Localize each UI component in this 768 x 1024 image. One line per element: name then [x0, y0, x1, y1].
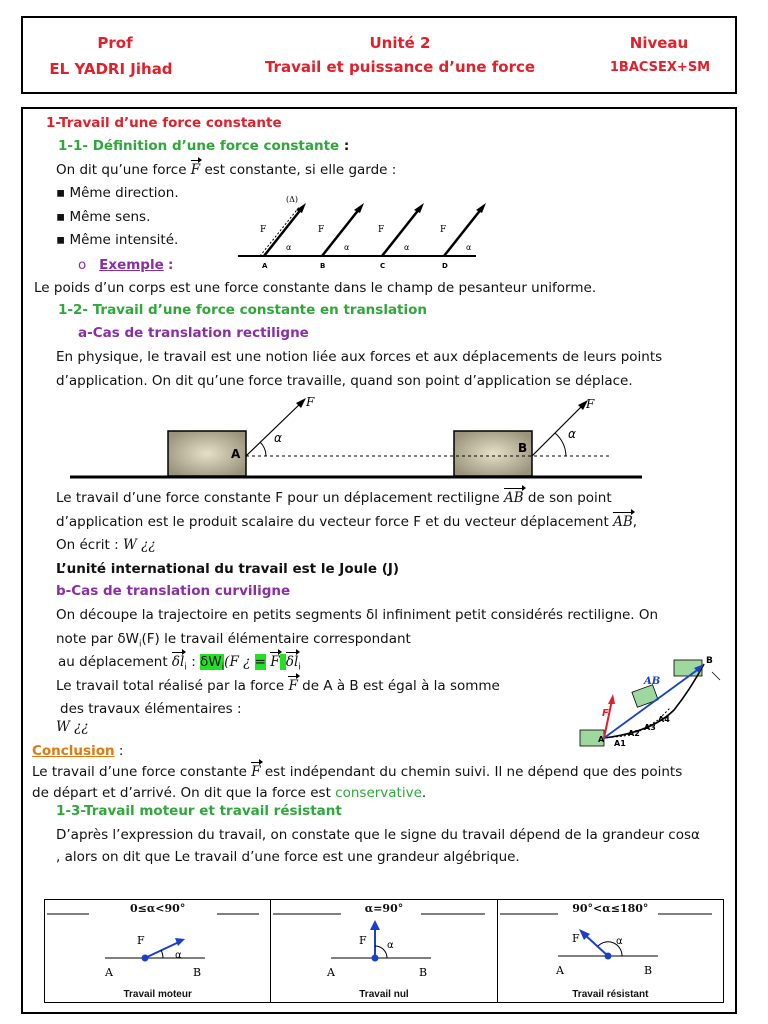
definition-line — [56, 161, 396, 179]
para-physique-2: d’application. On dit qu’une force travaille, quand son point d’application se déplace. — [56, 373, 633, 389]
fig1-point-A: A — [262, 262, 268, 270]
c3b: : — [191, 654, 196, 670]
fig2-alpha-1: α — [274, 431, 282, 445]
section-1-2-title: 1-2- Travail d’une force constante en translation — [58, 302, 428, 318]
c3-dl-vector: δl — [171, 654, 185, 670]
fig1-F-4: F — [440, 225, 447, 235]
bullet-1: ▪ Même direction. — [56, 185, 179, 201]
p3-AB-vector: AB — [503, 490, 524, 506]
fig1-alpha-4: α — [466, 243, 472, 252]
ecrit-formula: W ¿¿ — [122, 537, 156, 553]
figure-constant-force — [238, 190, 488, 272]
c4-F-vector: F — [288, 678, 298, 694]
concl-F-vector: F — [251, 764, 261, 780]
section-1-1-title — [58, 138, 349, 154]
fig1-axis-label: (Δ) — [286, 195, 299, 204]
curv-line-1: On découpe la trajectoire en petits segments δl infiniment petit considérés rectiligne. On — [56, 607, 659, 623]
concl-l2b: . — [421, 785, 427, 801]
section-1-3-title: 1-3-Travail moteur et travail résistant — [56, 803, 342, 819]
c3-sub: i — [184, 662, 187, 673]
fig1-alpha-1: α — [286, 243, 292, 252]
c3-hl-eq: = — [254, 654, 266, 670]
fig2-F-1: F — [306, 395, 315, 409]
conclusion-colon: : — [118, 743, 124, 759]
fig3-F: F — [602, 708, 609, 719]
case-nul-A: A — [327, 966, 336, 979]
concl-l1a: Le travail d’une force constante — [32, 764, 247, 780]
curv-line-5: des travaux élémentaires : — [60, 701, 242, 717]
fig3-A: A — [598, 735, 605, 744]
c3-hl-sub: i — [221, 662, 225, 673]
section-1-title: 1-Travail d’une force constante — [46, 115, 282, 131]
example-text: Le poids d’un corps est une force constante dans le champ de pesanteur uniforme. — [34, 280, 597, 296]
header-center-1: Unité 2 — [369, 34, 431, 52]
bullet-3-text: Même intensité. — [69, 232, 179, 248]
fig1-F-3: F — [378, 225, 385, 235]
case-nul — [271, 900, 497, 1003]
unit-joule: L’unité international du travail est le Joule (J) — [56, 561, 400, 577]
def-F-vector: F — [190, 162, 201, 178]
fig3-A3: A3 — [644, 723, 656, 732]
curv-line-4 — [56, 677, 500, 695]
fig3-A1: A1 — [614, 739, 626, 748]
fig1-alpha-3: α — [404, 243, 410, 252]
conclusion-line-1 — [32, 763, 682, 781]
header-box — [21, 16, 737, 94]
fig3-AB: AB — [644, 676, 661, 687]
case-resistant-A: A — [555, 964, 564, 977]
c3-hl2: (F ¿ — [224, 654, 251, 670]
p4a: d’application est le produit scalaire du vecteur force F et du vecteur déplacement — [56, 514, 609, 530]
bullet-2: ▪ Même sens. — [56, 209, 151, 225]
section-1-1-colon: : — [343, 138, 350, 154]
case-moteur — [45, 900, 271, 1003]
c3-sub-2: i — [298, 662, 301, 673]
bullet-2-text: Même sens. — [69, 209, 151, 225]
fig2-label-B: B — [518, 441, 528, 455]
fig3-A4: A4 — [658, 715, 670, 724]
p3b: de son point — [527, 490, 612, 506]
header-center-2: Travail et puissance d’une force — [264, 58, 536, 76]
s13-line-1: D’après l’expression du travail, on constate que le signe du travail dépend de la grandeur cosα — [56, 827, 700, 843]
case-resistant-B: B — [643, 964, 652, 977]
case-resistant-title: 90°<α≤180° — [572, 902, 649, 915]
para-physique-1: En physique, le travail est une notion liée aux forces et aux déplacements de leurs points — [56, 349, 663, 365]
example-label: Exemple — [99, 257, 164, 273]
para-work-2 — [56, 513, 637, 531]
example-line: o Exemple : — [78, 257, 174, 273]
case-nul-title: α=90° — [364, 902, 404, 915]
header-right-1: Niveau — [629, 34, 689, 52]
case-resistant-F: F — [571, 932, 580, 945]
case-nul-F: F — [359, 934, 367, 947]
fig3-A2: A2 — [628, 729, 640, 738]
figure-curvilinear — [572, 650, 724, 754]
case-resistant-caption: Travail résistant — [572, 989, 649, 1000]
case-moteur-F: F — [137, 934, 145, 947]
concl-l2a: de départ et d’arrivé. On dit que la force est — [32, 785, 331, 801]
fig1-arrows — [264, 203, 486, 256]
header-left-1: Prof — [97, 34, 133, 52]
conclusion-heading — [32, 742, 123, 760]
ecrit-line — [56, 536, 156, 554]
header-right-2: 1BACSEX+SM — [609, 60, 711, 75]
case-resistant — [497, 900, 723, 1003]
header-left-2: EL YADRI Jihad — [49, 60, 173, 78]
example-colon: : — [168, 257, 174, 273]
curv-line-2 — [56, 630, 411, 654]
def-pre: On dit qu’une force — [56, 162, 187, 178]
bullet-3: ▪ Même intensité. — [56, 232, 179, 248]
def-post: est constante, si elle garde : — [204, 162, 397, 178]
c3-hl-dW — [200, 654, 225, 673]
c3a: au déplacement — [58, 654, 168, 670]
case-moteur-title: 0≤α<90° — [129, 902, 186, 915]
c4a: Le travail total réalisé par la force — [56, 678, 285, 694]
section-1-1-text: 1-1- Définition d’une force constante — [58, 138, 340, 154]
c3-F-vector: F — [270, 654, 280, 670]
bullet-1-text: Même direction. — [69, 185, 179, 201]
case-moteur-A: A — [105, 966, 113, 979]
cases-table — [44, 899, 724, 1003]
p3a: Le travail d’une force constante F pour un déplacement rectiligne — [56, 490, 500, 506]
fig1-alpha-2: α — [344, 243, 350, 252]
conclusion-line-2 — [32, 784, 426, 802]
case-nul-alpha: α — [387, 940, 394, 951]
c2b: (F) le travail élémentaire correspondant — [141, 631, 411, 647]
para-work-1 — [56, 489, 612, 507]
s13-line-2: , alors on dit que Le travail d’une force est une grandeur algébrique. — [56, 849, 520, 865]
section-a-title: a-Cas de translation rectiligne — [78, 325, 309, 341]
section-b-title: b-Cas de translation curviligne — [56, 583, 291, 599]
curv-line-3 — [58, 653, 301, 677]
fig1-F-1: F — [260, 225, 267, 235]
fig1-F-2: F — [318, 225, 325, 235]
concl-l1b: est indépendant du chemin suivi. Il ne dépend que des points — [264, 764, 683, 780]
c2-sub: i — [139, 639, 142, 650]
case-moteur-alpha: α — [175, 950, 182, 961]
fig2-label-A: A — [231, 447, 241, 461]
c2a: note par δW — [56, 631, 139, 647]
case-resistant-alpha: α — [615, 936, 623, 947]
concl-conservative: conservative — [335, 785, 422, 801]
conclusion-label: Conclusion — [32, 743, 115, 759]
fig2-alpha-2: α — [568, 427, 576, 441]
case-moteur-caption: Travail moteur — [123, 989, 192, 1000]
fig1-point-D: D — [442, 262, 448, 270]
c3-dl2-vector: δl — [285, 654, 299, 670]
case-moteur-B: B — [193, 966, 202, 979]
c4b: de A à B est égal à la somme — [302, 678, 500, 694]
curv-line-6: W ¿¿ — [56, 719, 89, 735]
case-nul-B: B — [419, 966, 428, 979]
figure-block-translation — [70, 390, 650, 482]
fig3-B: B — [706, 656, 713, 666]
c3-hl-dW-text: δW — [200, 654, 222, 670]
p4b: , — [632, 514, 638, 530]
p4-AB-vector: AB — [613, 514, 633, 530]
fig2-F-2: F — [586, 397, 595, 411]
fig1-point-B: B — [320, 262, 326, 270]
ecrit-label: On écrit : — [56, 537, 119, 553]
case-nul-caption: Travail nul — [359, 989, 409, 1000]
fig1-point-C: C — [380, 262, 386, 270]
